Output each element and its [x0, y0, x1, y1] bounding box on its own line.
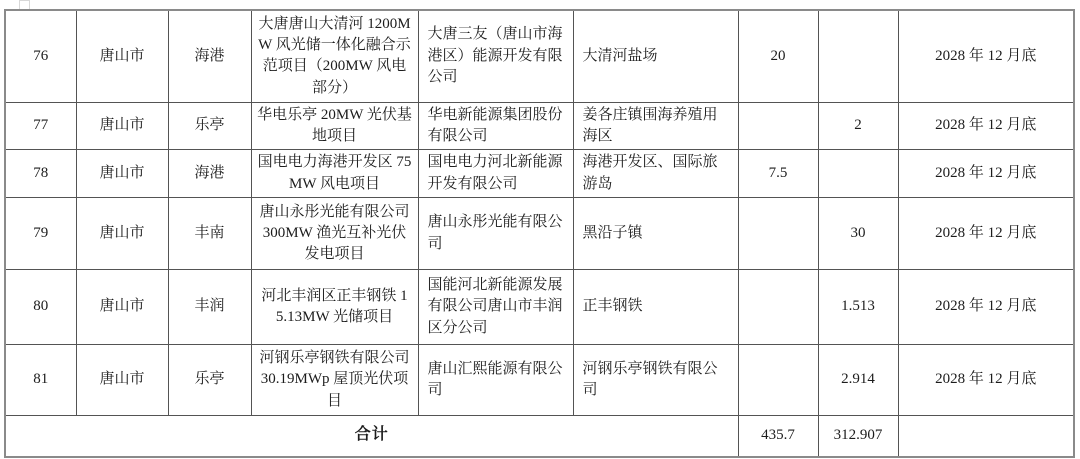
cell-project-name: 河钢乐亭钢铁有限公司 30.19MWp 屋顶光伏项目: [251, 345, 418, 416]
cell-deadline: 2028 年 12 月底: [898, 270, 1074, 345]
cell-capacity-2: 2: [818, 102, 898, 150]
cell-capacity-2: 2.914: [818, 345, 898, 416]
cell-company: 国能河北新能源发展有限公司唐山市丰润区分公司: [418, 270, 573, 345]
cell-capacity-1: [738, 102, 818, 150]
cell-city: 唐山市: [76, 270, 168, 345]
cell-district: 海港: [168, 10, 251, 102]
cell-location: 河钢乐亭钢铁有限公司: [573, 345, 738, 416]
table-row: [5, 270, 1074, 345]
cell-project-name: 唐山永彤光能有限公司 300MW 渔光互补光伏发电项目: [251, 198, 418, 270]
cell-project-name: 华电乐亭 20MW 光伏基地项目: [251, 102, 418, 150]
cell-project-name: 国电电力海港开发区 75MW 风电项目: [251, 150, 418, 198]
cell-city: 唐山市: [76, 345, 168, 416]
cell-capacity-1: [738, 198, 818, 270]
table-row: [5, 150, 1074, 198]
table-row: [5, 102, 1074, 150]
cell-company: 唐山汇熙能源有限公司: [418, 345, 573, 416]
summary-deadline: [898, 416, 1074, 457]
cell-capacity-2: 30: [818, 198, 898, 270]
cell-capacity-2: 1.513: [818, 270, 898, 345]
cell-deadline: 2028 年 12 月底: [898, 10, 1074, 102]
cell-city: 唐山市: [76, 10, 168, 102]
cell-deadline: 2028 年 12 月底: [898, 198, 1074, 270]
cell-district: 乐亭: [168, 102, 251, 150]
table-row: [5, 345, 1074, 416]
summary-label: 合计: [5, 416, 738, 457]
cell-row-number: 78: [5, 150, 76, 198]
summary-capacity-1: 435.7: [738, 416, 818, 457]
cell-location: 海港开发区、国际旅游岛: [573, 150, 738, 198]
cell-location: 大清河盐场: [573, 10, 738, 102]
cell-city: 唐山市: [76, 150, 168, 198]
cell-capacity-1: [738, 345, 818, 416]
projects-table: [4, 9, 1075, 458]
cell-deadline: 2028 年 12 月底: [898, 345, 1074, 416]
cell-city: 唐山市: [76, 198, 168, 270]
cell-row-number: 80: [5, 270, 76, 345]
cell-capacity-1: [738, 270, 818, 345]
table-row: [5, 10, 1074, 102]
cell-deadline: 2028 年 12 月底: [898, 150, 1074, 198]
cell-capacity-1: 7.5: [738, 150, 818, 198]
cell-district: 丰南: [168, 198, 251, 270]
cell-row-number: 81: [5, 345, 76, 416]
cell-district: 海港: [168, 150, 251, 198]
cell-row-number: 79: [5, 198, 76, 270]
summary-capacity-2: 312.907: [818, 416, 898, 457]
cell-location: 姜各庄镇围海养殖用海区: [573, 102, 738, 150]
cell-district: 乐亭: [168, 345, 251, 416]
cell-city: 唐山市: [76, 102, 168, 150]
summary-row: [5, 416, 1074, 457]
cell-row-number: 76: [5, 10, 76, 102]
cell-company: 国电电力河北新能源开发有限公司: [418, 150, 573, 198]
cell-company: 唐山永彤光能有限公司: [418, 198, 573, 270]
cell-company: 大唐三友（唐山市海港区）能源开发有限公司: [418, 10, 573, 102]
cell-capacity-1: 20: [738, 10, 818, 102]
cell-company: 华电新能源集团股份有限公司: [418, 102, 573, 150]
cell-project-name: 河北丰润区正丰钢铁 15.13MW 光储项目: [251, 270, 418, 345]
cell-deadline: 2028 年 12 月底: [898, 102, 1074, 150]
cell-project-name: 大唐唐山大清河 1200MW 风光储一体化融合示范项目（200MW 风电部分）: [251, 10, 418, 102]
cell-district: 丰润: [168, 270, 251, 345]
cell-capacity-2: [818, 10, 898, 102]
table-row: [5, 198, 1074, 270]
cell-row-number: 77: [5, 102, 76, 150]
table-body: [5, 10, 1074, 457]
cell-capacity-2: [818, 150, 898, 198]
cell-location: 黑沿子镇: [573, 198, 738, 270]
cell-location: 正丰钢铁: [573, 270, 738, 345]
